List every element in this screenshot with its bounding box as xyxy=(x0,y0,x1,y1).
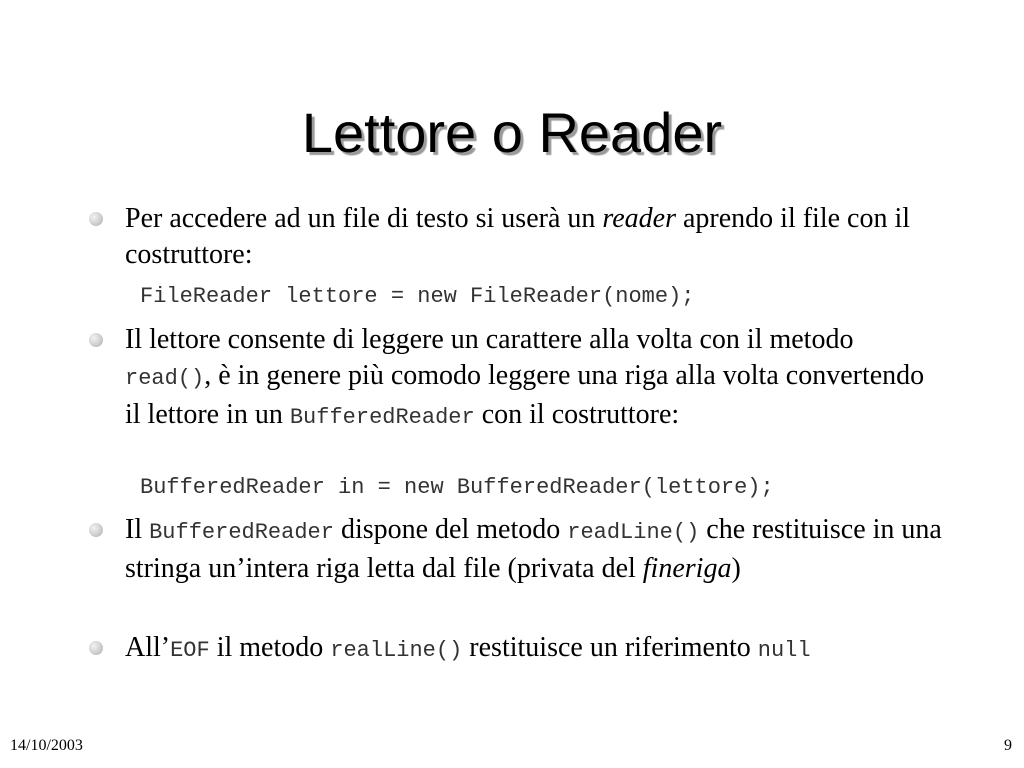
bullet-4-code-1: EOF xyxy=(170,638,210,663)
bullet-1-emphasis: reader xyxy=(602,203,676,234)
page-number: 9 xyxy=(1004,737,1012,754)
bullet-3-text-3: che restituisce in una stringa un’intera riga letta dal file (privata del xyxy=(125,514,942,584)
bullet-dot-icon xyxy=(89,212,103,226)
bullet-2-text-1: Il lettore consente di leggere un carattere alla volta con il metodo xyxy=(125,324,854,355)
bullet-4-text-3: restituisce un riferimento xyxy=(462,632,758,663)
slide-title: Lettore o Reader xyxy=(301,101,723,164)
bullet-2-code-1: read() xyxy=(125,366,205,391)
bullet-4-text-2: il metodo xyxy=(209,632,331,663)
bullet-2-code-2: BufferedReader xyxy=(289,405,475,430)
code-line-2: BufferedReader in = new BufferedReader(lettore); xyxy=(140,475,774,500)
bullet-dot-icon xyxy=(89,523,103,537)
bullet-3-code-2: readLine() xyxy=(567,520,700,545)
bullet-dot-icon xyxy=(89,333,103,347)
bullet-3-emphasis: fineriga xyxy=(642,553,732,584)
bullet-dot-icon xyxy=(89,641,103,655)
bullet-2-text-3: con il costruttore: xyxy=(474,399,680,430)
code-line-1: FileReader lettore = new FileReader(nome); xyxy=(140,284,695,309)
bullet-4-code-2: realLine() xyxy=(330,638,463,663)
bullet-1-text-2: aprendo il file con il costruttore: xyxy=(125,203,911,270)
bullet-4-text-1: All’ xyxy=(125,632,171,663)
bullet-3-text-4: ) xyxy=(731,553,741,584)
bullet-1-text-1: Per accedere ad un file di testo si userà un xyxy=(125,203,603,234)
bullet-3-text-1: Il xyxy=(125,514,150,545)
bullet-3-text-2: dispone del metodo xyxy=(333,514,568,545)
bullet-item-3 xyxy=(125,512,945,587)
bullet-item-4 xyxy=(125,630,945,669)
bullet-4-code-3: null xyxy=(757,638,811,663)
footer-date: 14/10/2003 xyxy=(10,737,83,754)
bullet-2-text-2: , è in genere più comodo leggere una riga alla volta convertendo il lettore in un xyxy=(125,360,925,430)
bullet-item-2 xyxy=(125,322,945,436)
bullet-3-code-1: BufferedReader xyxy=(149,520,334,545)
bullet-item-1 xyxy=(125,201,945,273)
